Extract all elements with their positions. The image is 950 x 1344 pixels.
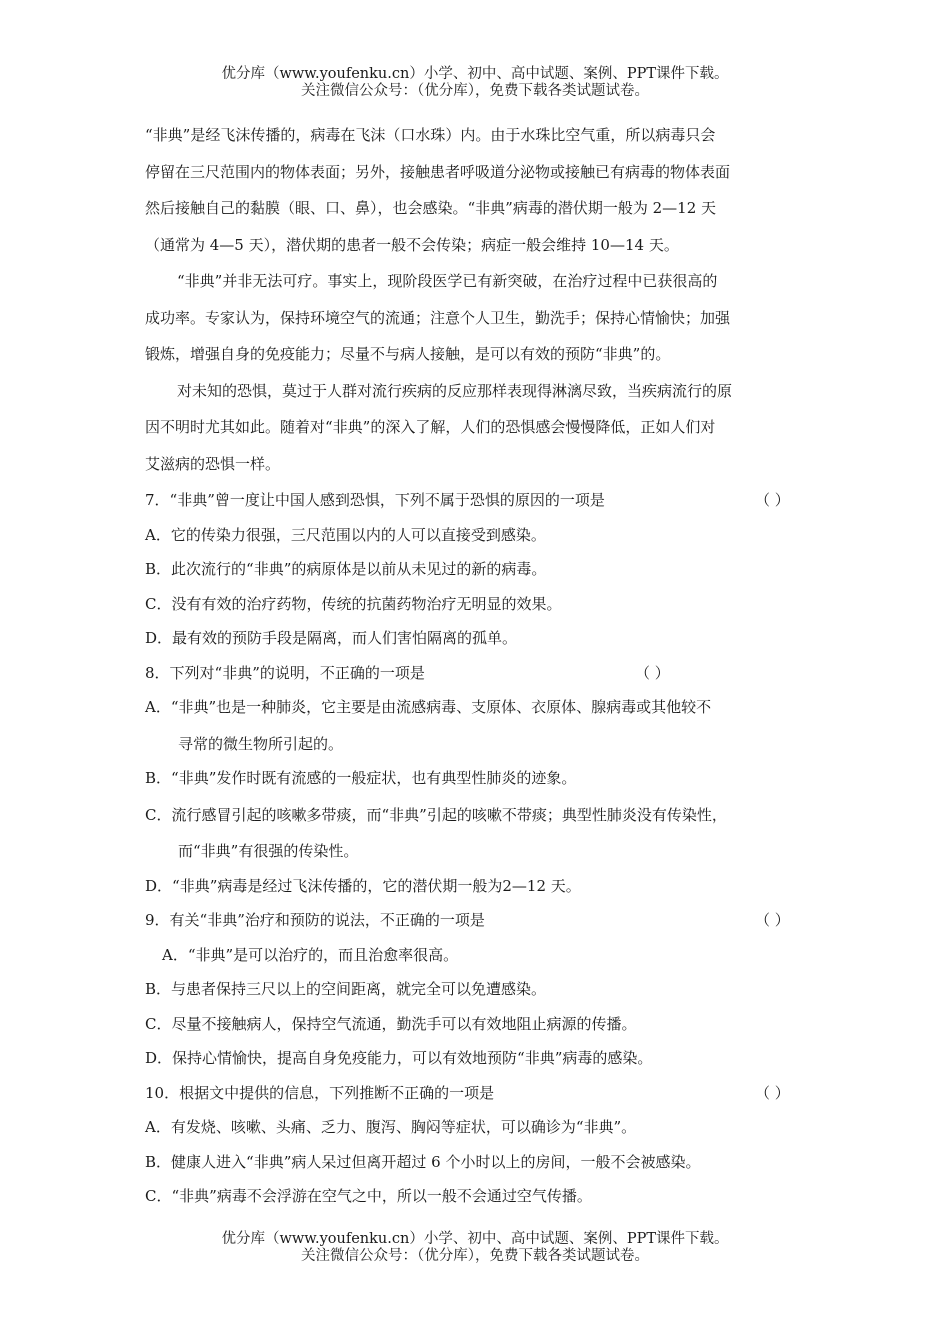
passage-line: （通常为 4—5 天），潜伏期的患者一般不会传染；病症一般会维持 10—14 天。	[145, 235, 679, 254]
question-stem-text: 9．有关“非典”治疗和预防的说法，不正确的一项是	[145, 911, 485, 929]
option-a-continued: 寻常的微生物所引起的。	[178, 734, 344, 753]
document-body	[145, 124, 825, 1220]
footer-line-2: 关注微信公众号：（优分库），免费下载各类试题试卷。	[301, 1248, 649, 1264]
passage	[145, 124, 825, 489]
option-a: A．“非典”是可以治疗的，而且治愈率很高。	[162, 945, 459, 964]
question-stem-text: 8．下列对“非典”的说明，不正确的一项是	[145, 663, 425, 682]
option-a: A．“非典”也是一种肺炎，它主要是由流感病毒、支原体、衣原体、腺病毒或其他较不	[145, 698, 712, 716]
passage-line: 成功率。专家认为，保持环境空气的流通；注意个人卫生，勤洗手；保持心情愉快；加强	[145, 308, 731, 327]
question-8	[145, 662, 825, 910]
option-a: A．有发烧、咳嗽、头痛、乏力、腹泻、胸闷等症状，可以确诊为“非典”。	[145, 1118, 637, 1136]
option-c-continued: 而“非典”有很强的传染性。	[178, 842, 359, 860]
option-c: C．没有有效的治疗药物，传统的抗菌药物治疗无明显的效果。	[145, 594, 562, 613]
question-stem-text: 10．根据文中提供的信息，下列推断不正确的一项是	[145, 1083, 495, 1102]
passage-line: 锻炼，增强自身的免疫能力；尽量不与病人接触，是可以有效的预防“非典”的。	[145, 345, 671, 363]
passage-line: 对未知的恐惧，莫过于人群对流行疾病的反应那样表现得淋漓尽致，当疾病流行的原	[177, 381, 733, 400]
answer-parenthesis: （ ）	[755, 911, 790, 929]
option-b: B．此次流行的“非典”的病原体是以前从未见过的新的病毒。	[145, 560, 547, 578]
option-c: C．流行感冒引起的咳嗽多带痰，而“非典”引起的咳嗽不带痰；典型性肺炎没有传染性，	[145, 805, 727, 824]
option-c: C．“非典”病毒不会浮游在空气之中，所以一般不会通过空气传播。	[145, 1187, 592, 1205]
question-7	[145, 489, 825, 662]
question-stem	[145, 662, 825, 697]
question-stem-text: 7．“非典”曾一度让中国人感到恐惧，下列不属于恐惧的原因的一项是	[145, 491, 605, 509]
page-header	[0, 66, 950, 100]
option-d: D．保持心情愉快，提高自身免疫能力，可以有效地预防“非典”病毒的感染。	[145, 1049, 653, 1067]
answer-parenthesis: （ ）	[755, 1083, 790, 1102]
question-stem	[145, 489, 825, 524]
option-c: C．尽量不接触病人，保持空气流通，勤洗手可以有效地阻止病源的传播。	[145, 1014, 637, 1033]
passage-line: 因不明时尤其如此。随着对“非典”的深入了解，人们的恐惧感会慢慢降低，正如人们对	[145, 418, 716, 436]
header-line-2: 关注微信公众号：（优分库），免费下载各类试题试卷。	[301, 83, 649, 99]
passage-line: 艾滋病的恐惧一样。	[145, 454, 281, 473]
question-9	[145, 909, 825, 1082]
passage-line: 然后接触自己的黏膜（眼、口、鼻），也会感染。“非典”病毒的潜伏期一般为 2—12 天	[145, 199, 717, 217]
page-footer	[0, 1231, 950, 1265]
question-10	[145, 1082, 825, 1220]
option-b: B．与患者保持三尺以上的空间距离，就完全可以免遭感染。	[145, 980, 547, 998]
footer-line-1: 优分库（www.youfenku.cn）小学、初中、高中试题、案例、PPT课件下载。	[221, 1231, 729, 1247]
passage-line: 停留在三尺范围内的物体表面；另外，接触患者呼吸道分泌物或接触已有病毒的物体表面	[145, 162, 731, 181]
option-b: B．“非典”发作时既有流感的一般症状，也有典型性肺炎的迹象。	[145, 769, 577, 787]
option-a: A．它的传染力很强，三尺范围以内的人可以直接受到感染。	[145, 525, 546, 544]
option-d: D．“非典”病毒是经过飞沫传播的，它的潜伏期一般为2—12 天。	[145, 876, 581, 895]
question-stem	[145, 909, 825, 944]
answer-parenthesis: （ ）	[755, 491, 790, 509]
option-d: D．最有效的预防手段是隔离，而人们害怕隔离的孤单。	[145, 629, 518, 647]
passage-line: “非典”并非无法可疗。事实上，现阶段医学已有新突破，在治疗过程中已获很高的	[177, 272, 718, 290]
question-stem	[145, 1082, 825, 1117]
option-b: B．健康人进入“非典”病人呆过但离开超过 6 个小时以上的房间，一般不会被感染。	[145, 1152, 701, 1171]
answer-parenthesis: （ ）	[635, 663, 670, 682]
header-line-1: 优分库（www.youfenku.cn）小学、初中、高中试题、案例、PPT课件下载。	[221, 66, 729, 82]
passage-line: “非典”是经飞沫传播的，病毒在飞沫（口水珠）内。由于水珠比空气重，所以病毒只会	[145, 126, 716, 144]
